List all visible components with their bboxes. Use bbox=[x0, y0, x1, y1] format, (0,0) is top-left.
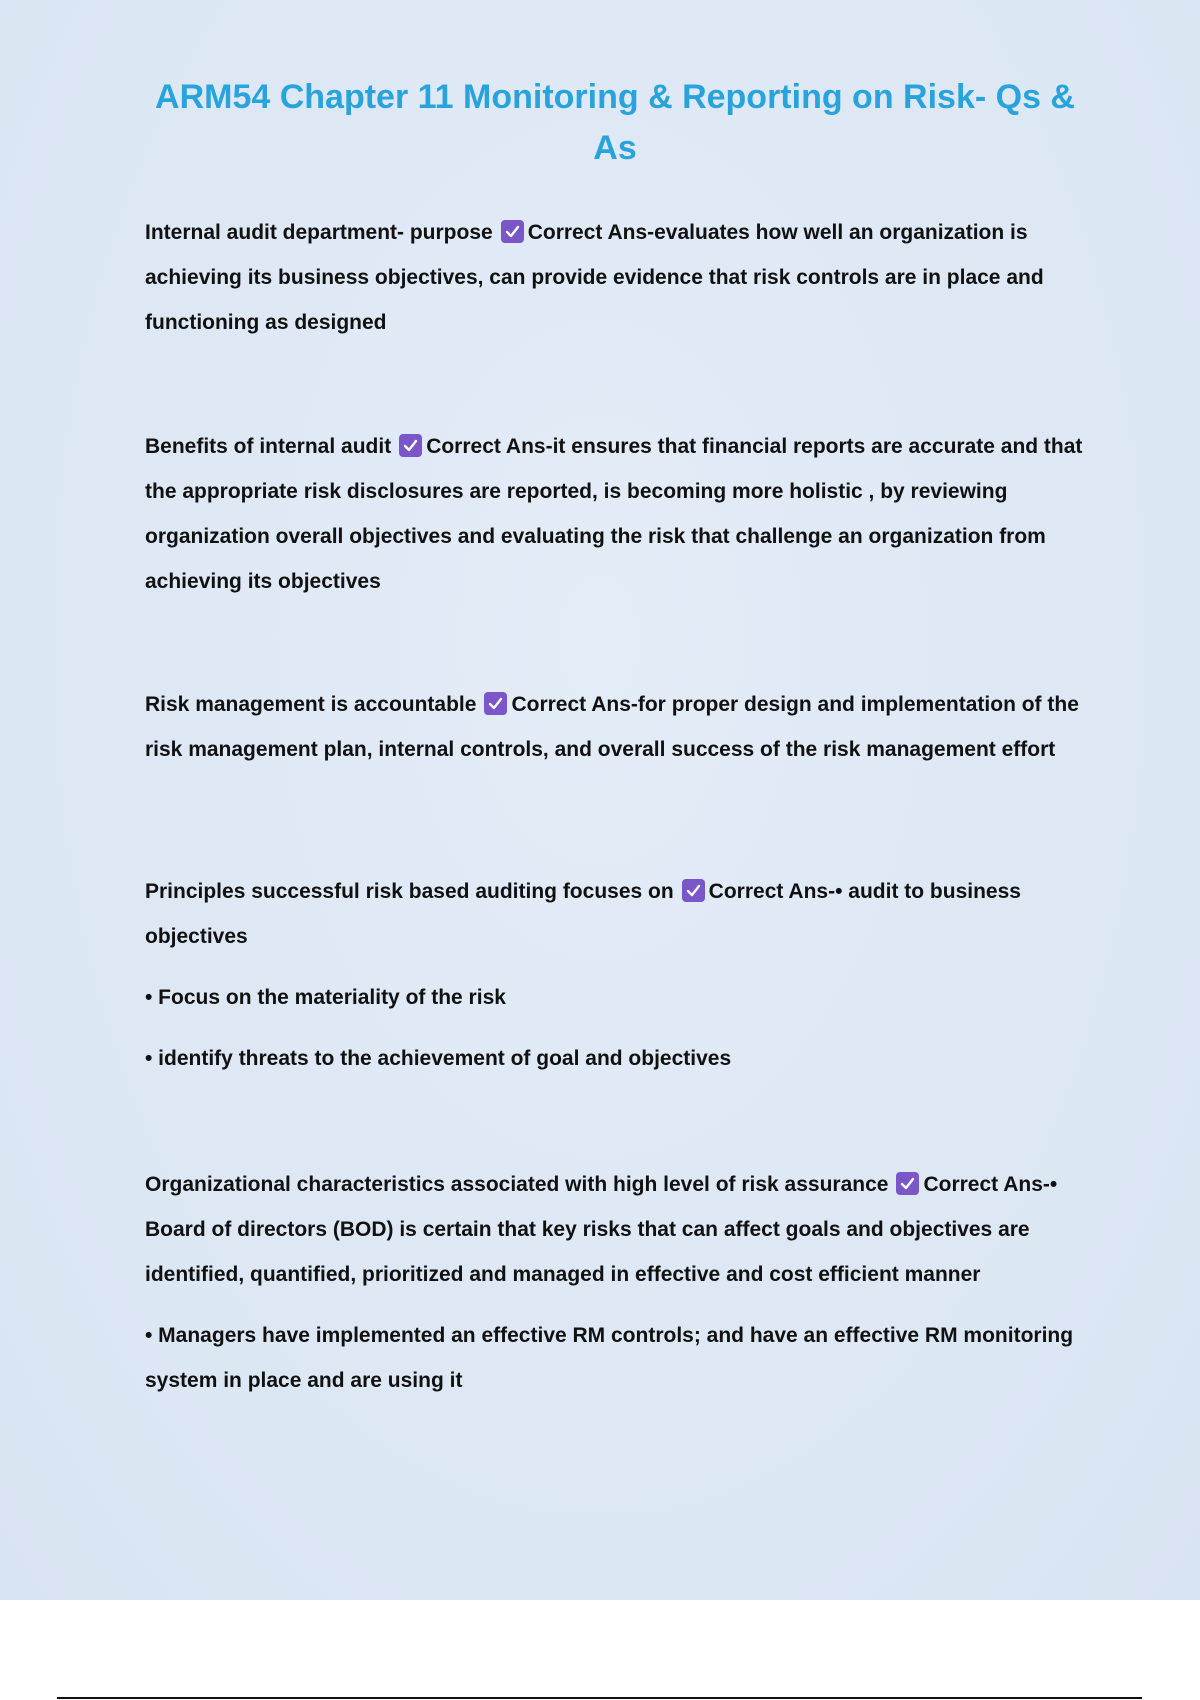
answer-text: Correct Ans-it ensures that financial reports are accurate and that the appropriate risk disclosures are reported, is becoming more holistic , by reviewing organization overall objectives and evaluating the risk that challenge an organization from achieving its objectives bbox=[145, 435, 1083, 593]
footer-divider bbox=[57, 1697, 1142, 1699]
qa-entry bbox=[145, 210, 1095, 345]
qa-entry bbox=[145, 869, 1095, 959]
checkbox-checked-icon bbox=[399, 434, 422, 457]
question-text: Risk management is accountable bbox=[145, 693, 477, 716]
bullet-point: • Focus on the materiality of the risk bbox=[145, 986, 506, 1009]
qa-entry bbox=[145, 1162, 1095, 1297]
page-title: ARM54 Chapter 11 Monitoring & Reporting on Risk- Qs & As bbox=[155, 78, 1075, 167]
bullet-point: • Managers have implemented an effective RM controls; and have an effective RM monitoring system in place and are using it bbox=[145, 1324, 1074, 1392]
qa-item bbox=[145, 869, 1095, 1081]
answer-text: Correct Ans-• Board of directors (BOD) is certain that key risks that can affect goals and objectives are identified, quantified, prioritized and managed in effective and cost efficient manner bbox=[145, 1173, 1058, 1286]
qa-entry bbox=[145, 424, 1095, 604]
answer-text: Correct Ans-evaluates how well an organization is achieving its business objectives, can provide evidence that risk controls are in place and functioning as designed bbox=[145, 221, 1044, 334]
answer-text: Correct Ans-• audit to business objectives bbox=[145, 880, 1021, 948]
qa-item bbox=[145, 210, 1095, 345]
checkbox-checked-icon bbox=[501, 220, 524, 243]
qa-item bbox=[145, 682, 1095, 772]
question-text: Benefits of internal audit bbox=[145, 435, 392, 458]
checkbox-checked-icon bbox=[682, 879, 705, 902]
qa-item bbox=[145, 424, 1095, 604]
question-text: Organizational characteristics associated with high level of risk assurance bbox=[145, 1173, 889, 1196]
qa-item bbox=[145, 1162, 1095, 1403]
bullet-point: • identify threats to the achievement of goal and objectives bbox=[145, 1047, 732, 1070]
checkbox-checked-icon bbox=[896, 1172, 919, 1195]
question-text: Principles successful risk based auditing focuses on bbox=[145, 880, 674, 903]
qa-entry bbox=[145, 682, 1095, 772]
answer-text: Correct Ans-for proper design and implementation of the risk management plan, internal controls, and overall success of the risk management effort bbox=[145, 693, 1079, 761]
checkbox-checked-icon bbox=[484, 692, 507, 715]
question-text: Internal audit department- purpose bbox=[145, 221, 493, 244]
